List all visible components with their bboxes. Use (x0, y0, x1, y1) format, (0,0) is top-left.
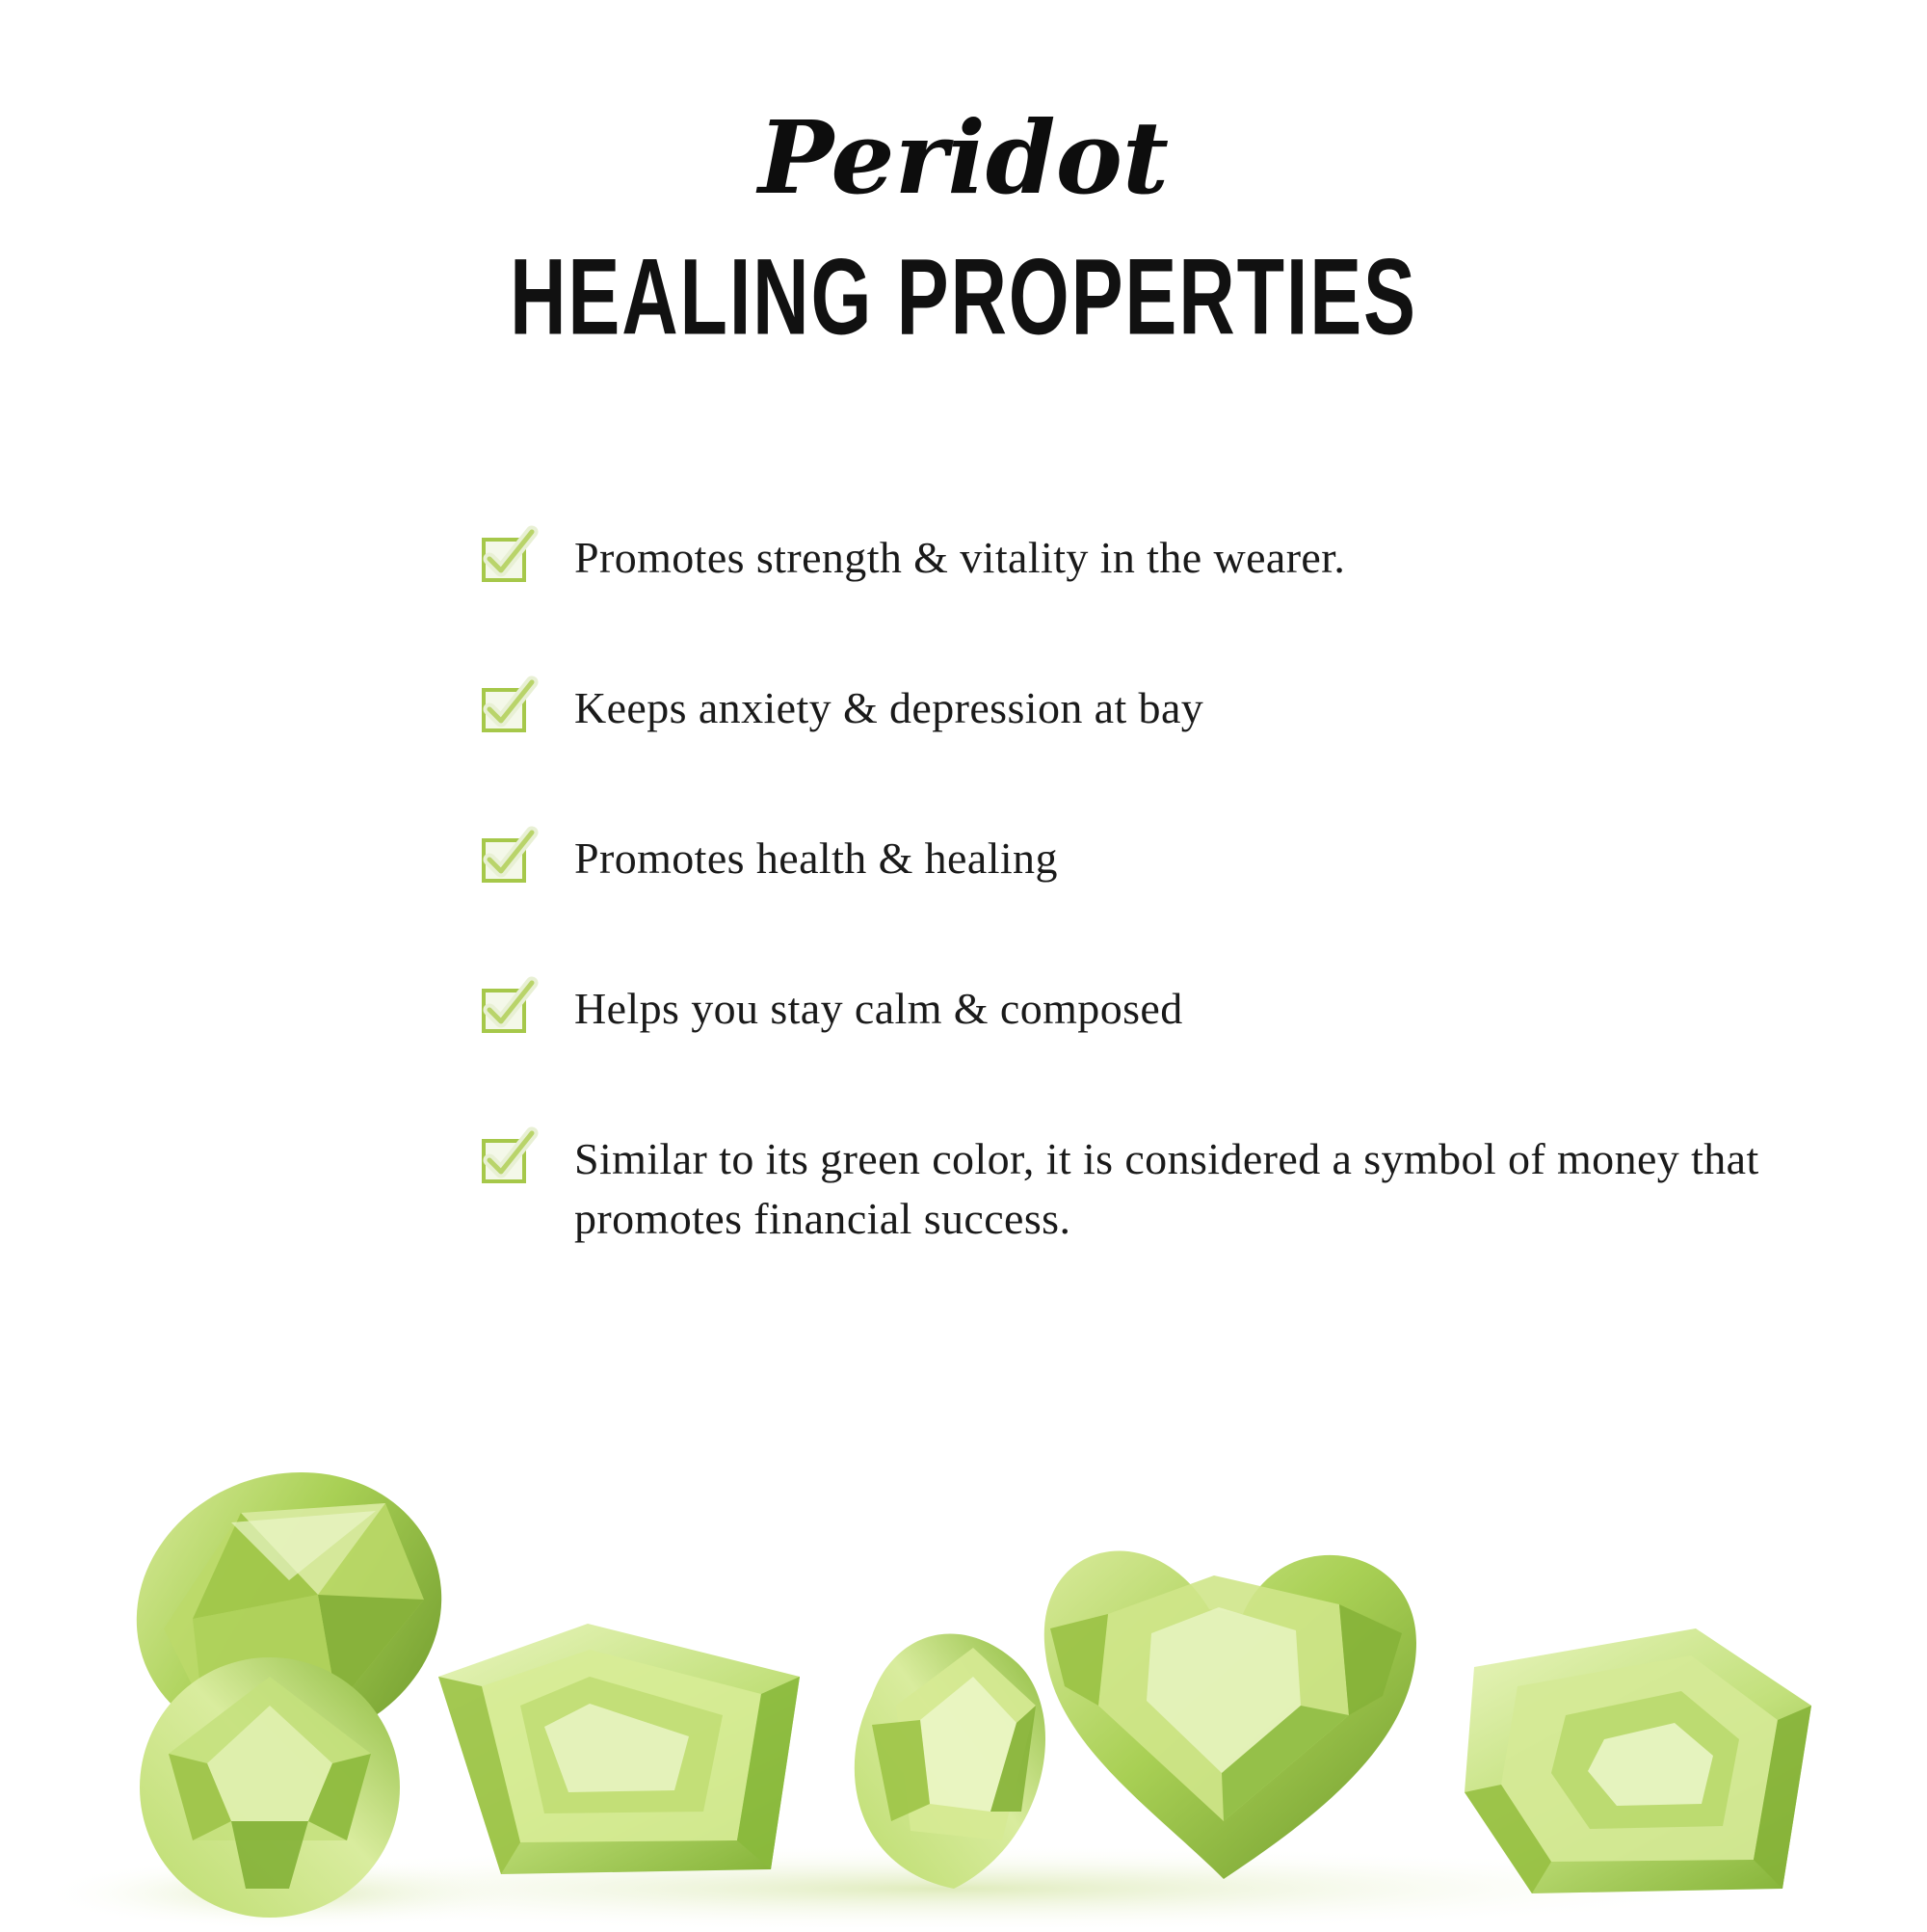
checkbox-checked-icon (482, 1139, 526, 1183)
list-item-label: Keeps anxiety & depression at bay (574, 683, 1204, 733)
list-item (482, 678, 1792, 738)
checkbox-checked-icon (482, 688, 526, 732)
list-item (482, 528, 1792, 588)
checkbox-checked-icon (482, 538, 526, 582)
round-cut-gem-small (140, 1657, 400, 1918)
page-title-main: HEALING PROPERTIES (510, 235, 1417, 358)
list-item-label: Promotes health & healing (574, 834, 1058, 884)
list-item (482, 829, 1792, 888)
checkbox-checked-icon (482, 838, 526, 883)
healing-properties-list (482, 528, 1792, 1250)
heart-cut-gem (1044, 1550, 1416, 1879)
checkbox-checked-icon (482, 989, 526, 1033)
list-item (482, 1129, 1792, 1249)
list-item-label: Promotes strength & vitality in the wearer. (574, 533, 1346, 582)
peridot-gemstones-photo (0, 1388, 1927, 1927)
list-item-label: Similar to its green color, it is considered a symbol of money that promotes financial success. (574, 1134, 1759, 1244)
baguette-emerald-cut-gem (438, 1624, 800, 1874)
page-title-script: Peridot (757, 98, 1169, 217)
list-item (482, 979, 1792, 1039)
poster-header (0, 0, 1927, 358)
square-asscher-cut-gem (1465, 1628, 1811, 1893)
list-item-label: Helps you stay calm & composed (574, 984, 1183, 1034)
